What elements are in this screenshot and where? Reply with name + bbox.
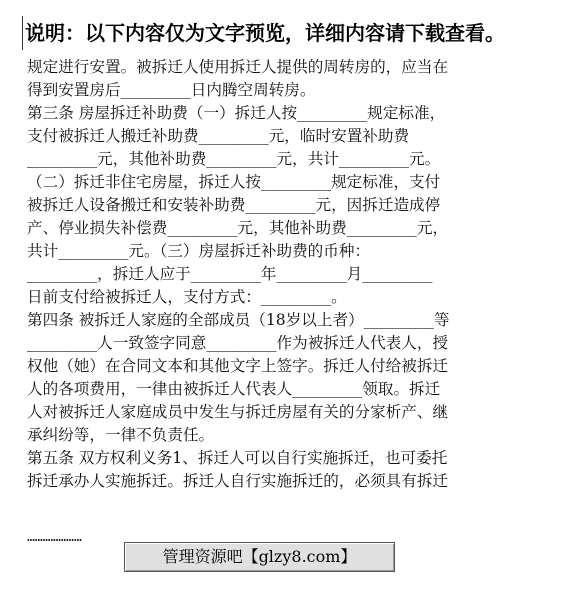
doc-line: 产、停业损失补偿费_________元，其他补助费_________元， [27, 219, 449, 237]
doc-line: _________，拆迁人应于_________年_________月_________ [27, 265, 433, 283]
document-body [27, 56, 567, 493]
site-banner-link[interactable]: 管理资源吧【glzy8.com】 [124, 542, 395, 572]
doc-line: 得到安置房后_________日内腾空周转房。 [27, 81, 316, 99]
doc-line: 第五条 双方权利义务1、拆迁人可以自行实施拆迁，也可委托 [27, 449, 448, 467]
doc-line: 被拆迁人设备搬迁和安装补助费_________元，因拆迁造成停 [27, 196, 441, 214]
doc-line: _________元，其他补助费_________元，共计_________元。 [27, 150, 441, 168]
doc-line: 拆迁承办人实施拆迁。拆迁人自行实施拆迁的，必须具有拆迁 [27, 472, 449, 490]
doc-line: 支付被拆迁人搬迁补助费_________元，临时安置补助费 [27, 127, 410, 145]
preview-notice: 说明：以下内容仅为文字预览，详细内容请下载查看。 [22, 16, 577, 50]
doc-line: 权他（她）在合同文本和其他文字上签字。拆迁人付给被拆迁 [27, 357, 449, 375]
doc-line: 共计_________元。（三）房屋拆迁补助费的币种： [27, 242, 371, 260]
doc-line: _________人一致签字同意_________作为被拆迁人代表人，授 [27, 334, 449, 352]
doc-line: 日前支付给被拆迁人，支付方式：_________。 [27, 288, 347, 306]
doc-line: 人的各项费用，一律由被拆迁人代表人_________领取。拆迁 [27, 380, 441, 398]
doc-line: 第三条 房屋拆迁补助费（一）拆迁人按_________规定标准， [27, 104, 446, 122]
doc-line: 规定进行安置。被拆迁人使用拆迁人提供的周转房的，应当在 [27, 58, 449, 76]
doc-line: 第四条 被拆迁人家庭的全部成员（18岁以上者）_________等 [27, 311, 450, 329]
doc-line: 承纠纷等，一律不负责任。 [27, 426, 215, 444]
doc-line: 人对被拆迁人家庭成员中发生与拆迁房屋有关的分家析产、继 [27, 403, 449, 421]
continuation-ellipsis: ………………… [27, 530, 82, 545]
doc-line: （二）拆迁非住宅房屋，拆迁人按_________规定标准，支付 [27, 173, 441, 191]
